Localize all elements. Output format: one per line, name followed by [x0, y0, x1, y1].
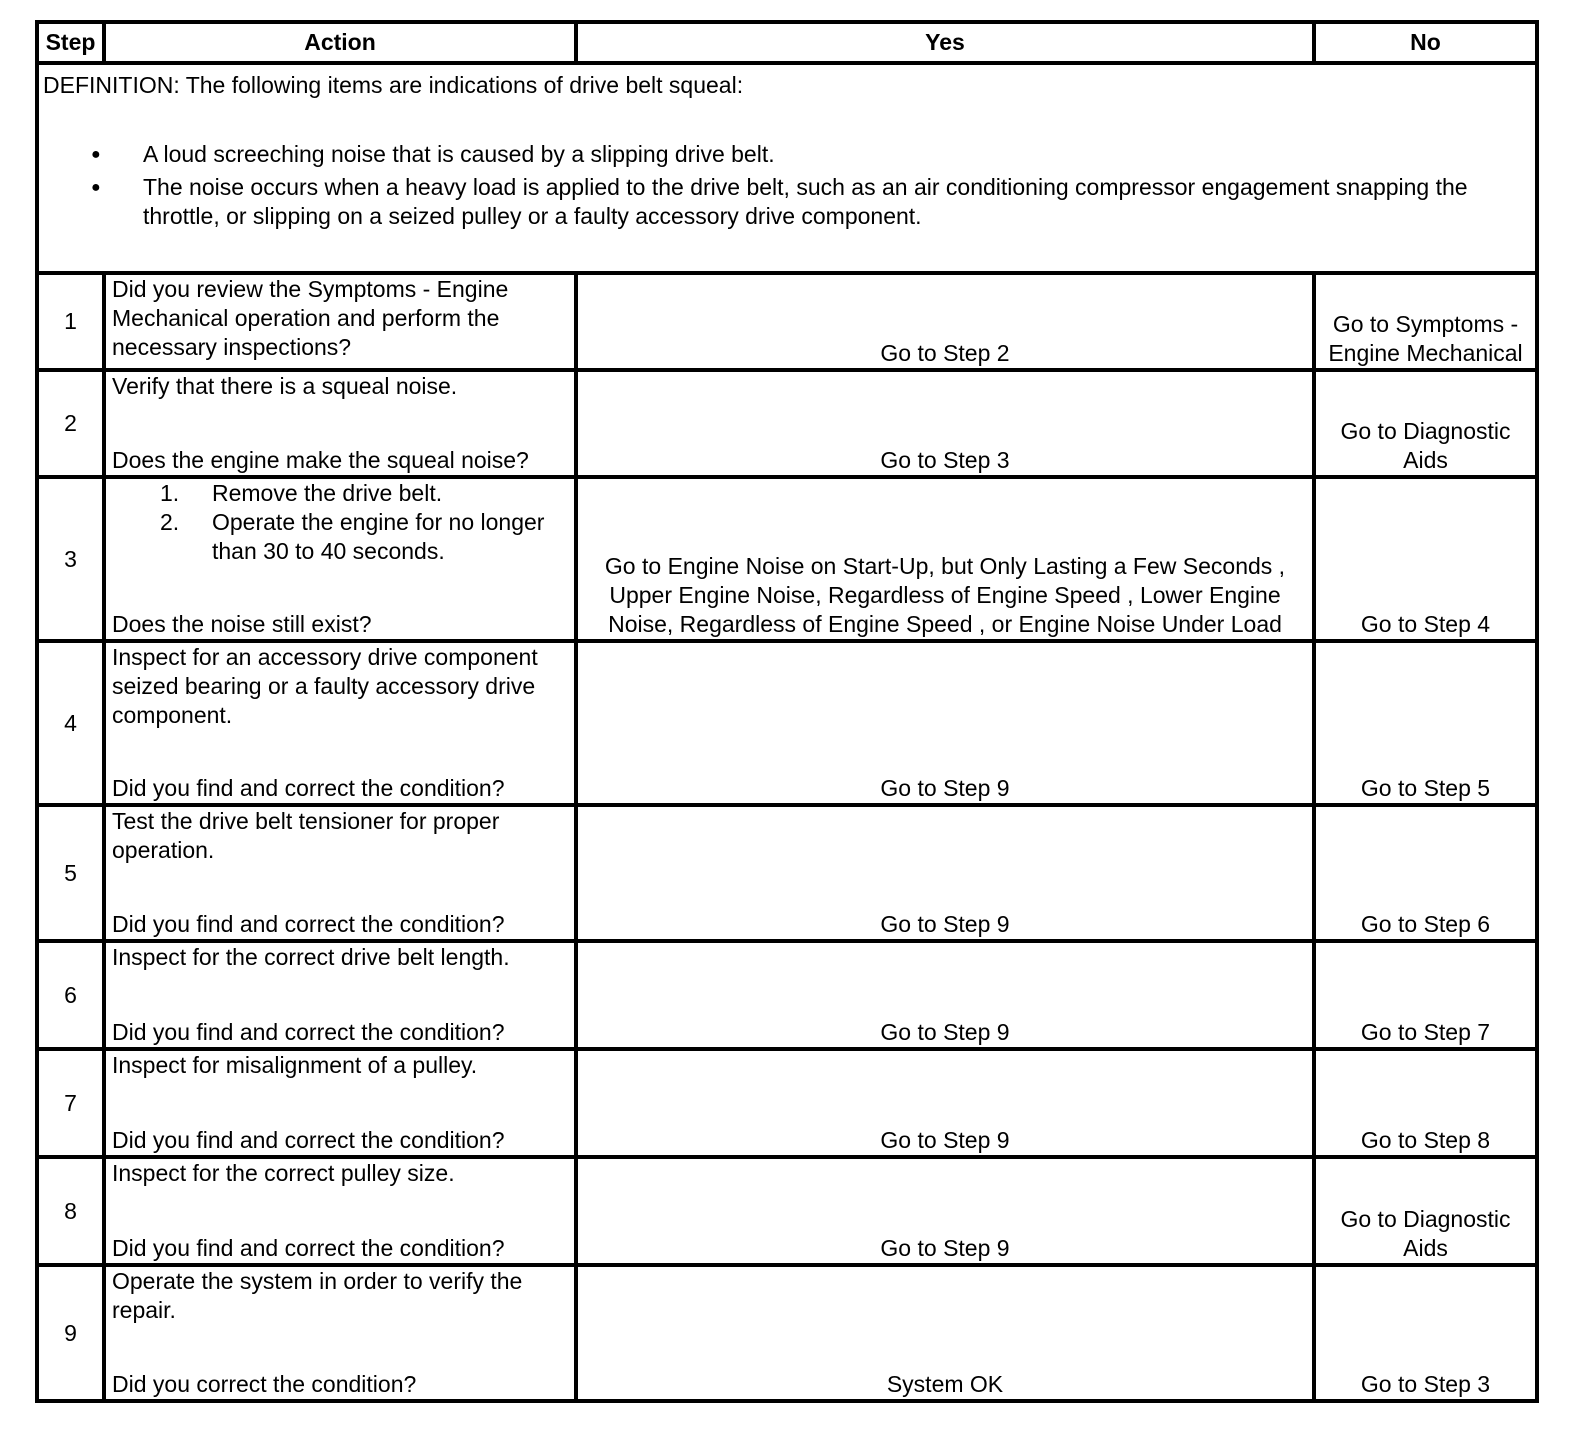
action-question: Did you find and correct the condition?	[112, 1127, 505, 1153]
step-number: 3	[37, 477, 104, 641]
step-number: 5	[37, 805, 104, 941]
action-question: Did you find and correct the condition?	[112, 775, 505, 801]
no-cell: Go to Step 6	[1314, 805, 1537, 941]
table-row	[37, 1049, 1537, 1157]
action-cell	[104, 941, 576, 1049]
no-cell: Go to Step 3	[1314, 1265, 1537, 1401]
action-cell	[104, 477, 576, 641]
yes-cell: Go to Step 9	[576, 1049, 1314, 1157]
substep-text: Remove the drive belt.	[212, 480, 443, 506]
step-number: 2	[37, 370, 104, 477]
action-question: Did you correct the condition?	[112, 1371, 417, 1397]
substep-number: 1.	[160, 480, 180, 506]
header-step: Step	[37, 22, 104, 63]
substep-list	[112, 479, 568, 566]
definition-item: ● A loud screeching noise that is caused by a slipping drive belt.	[143, 140, 1529, 169]
action-cell	[104, 1049, 576, 1157]
action-text: Operate the system in order to verify the repair.	[112, 1268, 523, 1323]
header-action: Action	[104, 22, 576, 63]
table-row	[37, 1265, 1537, 1401]
yes-cell: Go to Engine Noise on Start-Up, but Only Lasting a Few Seconds , Upper Engine Noise, Regardless of Engine Speed , Lower Engine Noise, Regardless of Engine Speed , or Engine Noise Under Load	[576, 477, 1314, 641]
header-yes: Yes	[576, 22, 1314, 63]
definition-row	[37, 63, 1537, 273]
action-question: Did you find and correct the condition?	[112, 1235, 505, 1261]
action-text: Inspect for the correct pulley size.	[112, 1160, 455, 1186]
action-text: Inspect for an accessory drive component seized bearing or a faulty accessory drive component.	[112, 644, 538, 728]
step-number: 4	[37, 641, 104, 805]
no-cell: Go to Diagnostic Aids	[1314, 1157, 1537, 1265]
action-question: Did you find and correct the condition?	[112, 1019, 505, 1045]
diagnostic-table	[35, 20, 1539, 1403]
table-row	[37, 273, 1537, 370]
action-text: Verify that there is a squeal noise.	[112, 373, 458, 399]
definition-item: ● The noise occurs when a heavy load is applied to the drive belt, such as an air conditioning compressor engagement snapping the throttle, or slipping on a seized pulley or a faulty accessory drive component.	[143, 173, 1529, 231]
header-row	[37, 22, 1537, 63]
no-cell: Go to Step 4	[1314, 477, 1537, 641]
action-cell	[104, 641, 576, 805]
definition-title: DEFINITION: The following items are indications of drive belt squeal:	[43, 72, 744, 98]
no-cell: Go to Diagnostic Aids	[1314, 370, 1537, 477]
no-cell: Go to Step 5	[1314, 641, 1537, 805]
step-number: 1	[37, 273, 104, 370]
substep-item	[160, 508, 568, 566]
yes-cell: Go to Step 9	[576, 641, 1314, 805]
action-question: Does the engine make the squeal noise?	[112, 447, 529, 473]
action-text: Inspect for misalignment of a pulley.	[112, 1052, 478, 1078]
table-row	[37, 941, 1537, 1049]
action-cell	[104, 805, 576, 941]
substep-number: 2.	[160, 509, 180, 535]
action-cell	[104, 1265, 576, 1401]
definition-cell	[37, 63, 1537, 273]
action-cell	[104, 273, 576, 370]
header-no: No	[1314, 22, 1537, 63]
step-number: 6	[37, 941, 104, 1049]
yes-cell: Go to Step 2	[576, 273, 1314, 370]
substep-text: Operate the engine for no longer than 30 to 40 seconds.	[212, 509, 545, 564]
table-row	[37, 641, 1537, 805]
substep-item	[160, 479, 568, 508]
step-number: 7	[37, 1049, 104, 1157]
action-text: Test the drive belt tensioner for proper operation.	[112, 808, 500, 863]
table-row	[37, 477, 1537, 641]
table-row	[37, 370, 1537, 477]
yes-cell: Go to Step 3	[576, 370, 1314, 477]
action-text: Inspect for the correct drive belt length.	[112, 944, 510, 970]
no-cell: Go to Symptoms - Engine Mechanical	[1314, 273, 1537, 370]
action-cell	[104, 1157, 576, 1265]
definition-list	[43, 140, 1529, 231]
action-question: Does the noise still exist?	[112, 611, 372, 637]
table-row	[37, 1157, 1537, 1265]
yes-cell: Go to Step 9	[576, 805, 1314, 941]
table-row	[37, 805, 1537, 941]
action-text: Did you review the Symptoms - Engine Mechanical operation and perform the necessary inspections?	[112, 276, 509, 360]
action-question: Did you find and correct the condition?	[112, 911, 505, 937]
no-cell: Go to Step 8	[1314, 1049, 1537, 1157]
yes-cell: Go to Step 9	[576, 1157, 1314, 1265]
yes-cell: Go to Step 9	[576, 941, 1314, 1049]
action-cell	[104, 370, 576, 477]
yes-cell: System OK	[576, 1265, 1314, 1401]
no-cell: Go to Step 7	[1314, 941, 1537, 1049]
step-number: 8	[37, 1157, 104, 1265]
step-number: 9	[37, 1265, 104, 1401]
